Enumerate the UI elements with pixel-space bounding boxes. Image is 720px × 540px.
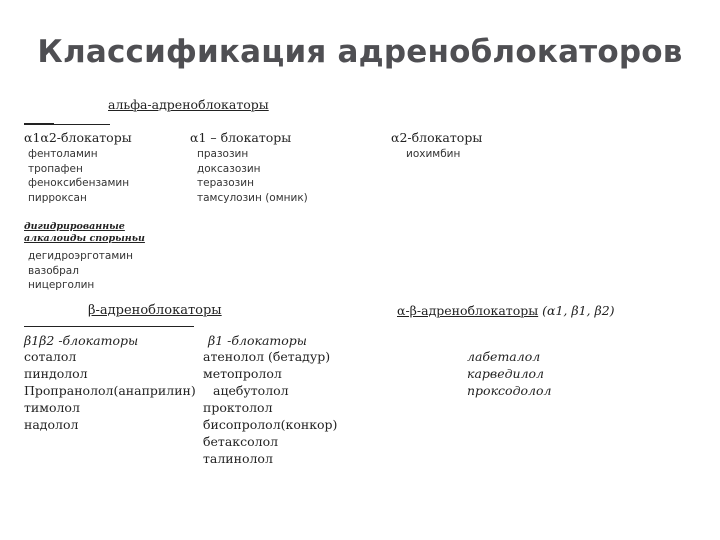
list-item: атенолол (бетадур) [203,349,331,364]
alphabeta-heading: α-β-адреноблокаторы [397,303,539,318]
divider [24,123,54,125]
beta-heading: β-адреноблокаторы [88,303,222,318]
list-item: проктолол [203,400,273,415]
list-item: проксодолол [467,383,552,398]
drug-list-alphabeta [467,348,551,399]
alphabeta-heading-row [397,303,615,318]
ergot-label-line1: дигидрированные [24,221,125,232]
list-item: фентоламин [28,148,98,160]
divider [54,124,110,125]
list-item: бетаксолол [203,434,279,449]
list-item: пиндолол [24,366,88,381]
divider [24,326,194,327]
drug-list-alpha1 [197,147,308,205]
list-item: Пропранолол(анаприлин) [24,383,196,398]
alpha-heading: альфа-адреноблокаторы [108,97,269,112]
list-item: теразозин [197,177,254,189]
list-item: карведилол [467,366,545,381]
group-label-alpha2: α2-блокаторы [391,130,483,145]
list-item: метопролол [203,366,282,381]
list-item: тамсулозин (омник) [197,191,308,204]
group-label-beta1beta2: β1β2 -блокаторы [24,333,139,348]
list-item: бисопролол(конкор) [203,417,338,432]
page-title: Классификация адреноблокаторов [37,34,683,70]
list-item: иохимбин [406,148,461,160]
list-item: вазобрал [28,264,79,277]
list-item: тимолол [24,400,80,415]
list-item: дегидроэрготамин [28,250,133,262]
list-item: празозин [197,148,249,160]
drug-list-beta1beta2 [24,348,196,433]
alphabeta-heading-suffix: (α1, β1, β2) [542,303,615,318]
ergot-label-line2: алкалоиды спорыньи [24,233,145,244]
list-item: лабеталол [467,349,541,364]
group-label-alpha1: α1 – блокаторы [190,130,292,145]
group-label-alpha1alpha2: α1α2-блокаторы [24,130,132,145]
list-item: талинолол [203,451,273,466]
list-item: ацебутолол [213,383,289,398]
drug-list-beta1 [203,348,337,467]
drug-list-alpha2 [406,147,460,162]
list-item: доксазозин [197,162,261,175]
list-item: соталол [24,349,77,364]
drug-list-ergot [28,249,133,293]
list-item: надолол [24,417,79,432]
list-item: ницерголин [28,279,95,291]
drug-list-alpha1alpha2 [28,147,129,205]
list-item: пирроксан [28,191,87,204]
list-item: тропафен [28,162,83,175]
list-item: феноксибензамин [28,177,130,189]
group-label-beta1: β1 -блокаторы [208,333,307,348]
